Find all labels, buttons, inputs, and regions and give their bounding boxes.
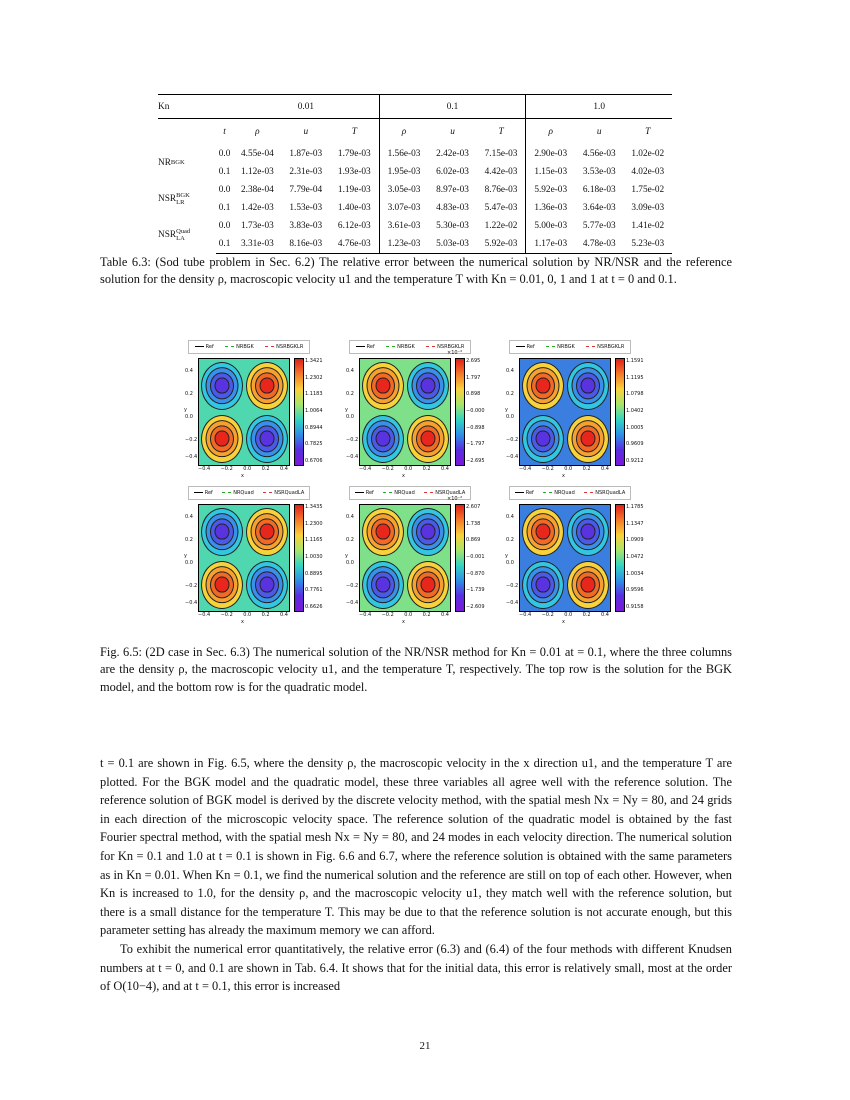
value-cell: 1.93e-03 (330, 163, 379, 181)
colorbar-tick-label: 1.0402 (626, 407, 644, 414)
y-tick-label: −0.2 (185, 583, 198, 589)
contour-plot (198, 358, 290, 466)
col-header: ρ (526, 119, 575, 146)
table-caption: Table 6.3: (Sod tube problem in Sec. 6.2) The relative error between the numerical solution by NR/NSR and the reference solution for the density ρ, macroscopic velocity u1 and the temperature T with Kn = 0.01, 0, 1 and 1 at t = 0 and 0.1. (100, 255, 732, 287)
colorbar-tick-label: 0.9212 (626, 457, 644, 464)
contour-plot (359, 504, 451, 612)
y-tick-label: −0.4 (185, 454, 198, 460)
x-axis-label: x (241, 619, 244, 625)
x-tick-label: −0.4 (519, 466, 532, 472)
x-ticks (359, 612, 449, 618)
colorbar (455, 358, 465, 466)
colorbar-tick-label: 0.7825 (305, 441, 323, 448)
y-tick-label: 0.2 (506, 537, 514, 543)
value-cell: 3.09e-03 (631, 203, 665, 213)
time-cell: 0.1 (218, 203, 231, 213)
contour-cell (199, 359, 244, 412)
plot-legend: Ref NRBGK NSRBGKLR (509, 340, 631, 354)
y-tick-label: −0.2 (506, 583, 519, 589)
colorbar-tick-label: 1.1195 (626, 374, 644, 381)
table-row (158, 199, 672, 217)
x-tick-label: 0.4 (280, 612, 288, 618)
contour-level (214, 377, 229, 394)
table-row (158, 217, 672, 235)
contour-cell (520, 412, 565, 465)
value-cell: 4.42e-03 (477, 163, 526, 181)
value-cell: 4.83e-03 (436, 203, 469, 213)
y-axis-label: y (345, 553, 348, 559)
colorbar (294, 358, 304, 466)
x-axis-label: x (241, 473, 244, 479)
x-tick-label: 0.2 (261, 466, 270, 472)
y-tick-label: 0.4 (346, 368, 354, 374)
y-tick-label: −0.4 (346, 600, 359, 606)
contour-level (420, 576, 435, 593)
colorbar-ticks (305, 504, 323, 610)
error-table (158, 94, 672, 254)
value-cell: 1.87e-03 (289, 149, 323, 159)
colorbar-tick-label: 1.0909 (626, 537, 644, 544)
value-cell: 5.92e-03 (477, 235, 526, 254)
contour-level (375, 576, 390, 593)
x-axis-label: x (562, 619, 565, 625)
value-cell: 7.79e-04 (289, 185, 323, 195)
contour-cell (244, 412, 289, 465)
value-cell: 4.02e-03 (631, 167, 665, 177)
contour-panel (343, 340, 493, 480)
x-tick-label: 0.0 (564, 466, 573, 472)
colorbar-tick-label: 0.8944 (305, 424, 323, 431)
contour-cell (199, 505, 244, 558)
value-cell: 8.76e-03 (477, 181, 526, 199)
colorbar-tick-label: 1.797 (466, 374, 481, 381)
value-cell: 4.55e-04 (240, 149, 274, 159)
colorbar-tick-label: 1.1347 (626, 520, 644, 527)
value-cell: 5.03e-03 (428, 235, 476, 254)
x-ticks (198, 466, 288, 472)
paragraph-2: To exhibit the numerical error quantitatively, the relative error (6.3) and (6.4) of the four methods with different Knudsen numbers at t = 0, and 0.1 are shown in Tab. 6.4. It shows that for the initial data, this error is relatively small, most at the order of O(10−4), and at t = 0.1, this error is increased (100, 941, 732, 994)
value-cell: 3.64e-03 (582, 203, 616, 213)
colorbar-tick-label: −1.739 (466, 587, 485, 594)
page-number: 21 (419, 1040, 431, 1052)
colorbar-tick-label: −2.609 (466, 603, 485, 610)
contour-cell (244, 359, 289, 412)
contour-level (375, 377, 390, 394)
y-axis-label: y (505, 553, 508, 559)
value-cell: 3.31e-03 (233, 235, 281, 254)
colorbar-tick-label: −0.001 (466, 553, 485, 560)
colorbar-tick-label: 1.0064 (305, 407, 323, 414)
x-ticks (198, 612, 288, 618)
x-axis-label: x (402, 619, 405, 625)
x-tick-label: −0.4 (198, 466, 211, 472)
contour-level (259, 430, 274, 447)
time-cell: 0.0 (218, 149, 231, 159)
contour-level (580, 377, 595, 394)
y-tick-label: 0.0 (185, 560, 193, 566)
contour-level (535, 377, 550, 394)
contour-level (535, 523, 550, 540)
value-cell: 1.23e-03 (379, 235, 428, 254)
x-tick-label: −0.2 (220, 612, 233, 618)
time-cell: 0.1 (218, 167, 231, 177)
colorbar-tick-label: 0.9609 (626, 441, 644, 448)
contour-cell (520, 558, 565, 611)
value-cell: 1.53e-03 (289, 203, 323, 213)
col-header: T (623, 119, 672, 146)
colorbar-tick-label: 1.1785 (626, 504, 644, 510)
y-tick-label: 0.0 (506, 414, 514, 420)
y-tick-label: 0.2 (185, 537, 193, 543)
value-cell: 1.19e-03 (330, 181, 379, 199)
value-cell: 3.05e-03 (387, 185, 421, 195)
kn-header: Kn (158, 95, 216, 119)
colorbar-tick-label: 0.8895 (305, 570, 323, 577)
value-cell: 1.15e-03 (534, 167, 568, 177)
y-tick-label: 0.0 (346, 414, 354, 420)
colorbar-ticks (466, 504, 485, 610)
col-header: T (330, 119, 379, 146)
contour-level (420, 377, 435, 394)
contour-level (535, 576, 550, 593)
colorbar-tick-label: 1.0034 (626, 570, 644, 577)
contour-level (580, 430, 595, 447)
col-header: ρ (379, 119, 428, 146)
value-cell: 3.07e-03 (387, 203, 421, 213)
y-tick-label: 0.4 (506, 368, 514, 374)
contour-cell (405, 558, 450, 611)
x-tick-label: −0.4 (519, 612, 532, 618)
x-tick-label: 0.2 (422, 612, 431, 618)
value-cell: 5.47e-03 (477, 199, 526, 217)
col-header: T (477, 119, 526, 146)
x-ticks (519, 466, 609, 472)
value-cell: 1.73e-03 (240, 221, 274, 231)
colorbar-tick-label: 1.0005 (626, 424, 644, 431)
y-tick-label: −0.2 (185, 437, 198, 443)
plot-legend: Ref NRBGK NSRBGKLR (349, 340, 471, 354)
value-cell: 1.79e-03 (330, 145, 379, 163)
x-tick-label: −0.2 (381, 466, 394, 472)
value-cell: 1.12e-03 (240, 167, 274, 177)
contour-cell (360, 359, 405, 412)
x-tick-label: −0.2 (541, 466, 554, 472)
contour-level (420, 523, 435, 540)
contour-level (420, 430, 435, 447)
value-cell: 4.56e-03 (582, 149, 616, 159)
x-tick-label: 0.2 (582, 466, 591, 472)
colorbar-exponent: ×10⁻² (447, 350, 463, 356)
value-cell: 2.31e-03 (289, 167, 323, 177)
colorbar-tick-label: 1.2302 (305, 374, 323, 381)
y-axis-label: y (184, 553, 187, 559)
colorbar-tick-label: −0.870 (466, 570, 485, 577)
value-cell: 3.61e-03 (387, 221, 421, 231)
value-cell: 1.02e-02 (631, 149, 665, 159)
y-tick-label: −0.4 (185, 600, 198, 606)
time-cell: 0.0 (218, 221, 231, 231)
col-header: u (428, 119, 476, 146)
contour-cell (244, 505, 289, 558)
contour-level (535, 430, 550, 447)
x-tick-label: 0.0 (243, 466, 252, 472)
time-cell: 0.1 (216, 235, 233, 254)
value-cell: 5.00e-03 (534, 221, 568, 231)
colorbar-exponent: ×10⁻² (447, 496, 463, 502)
colorbar-ticks (626, 504, 644, 610)
method-label: NSR Quad LA (158, 228, 191, 243)
y-tick-label: −0.2 (506, 437, 519, 443)
colorbar-tick-label: 1.3421 (305, 358, 323, 364)
contour-plot (519, 504, 611, 612)
value-cell: 3.53e-03 (582, 167, 616, 177)
colorbar-tick-label: −0.898 (466, 424, 485, 431)
colorbar-ticks (305, 358, 323, 464)
contour-level (580, 523, 595, 540)
y-tick-label: 0.4 (506, 514, 514, 520)
y-tick-label: 0.4 (185, 368, 193, 374)
x-tick-label: −0.4 (198, 612, 211, 618)
colorbar-tick-label: −1.797 (466, 441, 485, 448)
t-header: t (216, 119, 233, 146)
x-tick-label: 0.4 (441, 466, 449, 472)
figure-caption: Fig. 6.5: (2D case in Sec. 6.3) The numerical solution of the NR/NSR method for Kn = 0.01 at = 0.1, where the three columns are the density ρ, the macroscopic velocity u1, and the temperature T, respectively. The top row is the solution for the BGK model, and the bottom row is for the quadratic model. (100, 645, 732, 694)
value-cell: 6.12e-03 (330, 217, 379, 235)
x-tick-label: 0.4 (601, 612, 609, 618)
value-cell: 5.30e-03 (436, 221, 469, 231)
x-ticks (519, 612, 609, 618)
value-cell: 5.77e-03 (582, 221, 616, 231)
colorbar-tick-label: 0.9158 (626, 603, 644, 610)
x-tick-label: 0.2 (261, 612, 270, 618)
contour-panel (182, 486, 332, 626)
x-axis-label: x (562, 473, 565, 479)
colorbar-tick-label: 1.0030 (305, 553, 323, 560)
value-cell: 2.42e-03 (436, 149, 469, 159)
value-cell: 1.40e-03 (330, 199, 379, 217)
col-header: ρ (233, 119, 281, 146)
contour-level (214, 430, 229, 447)
y-tick-label: 0.4 (185, 514, 193, 520)
x-tick-label: 0.0 (404, 612, 413, 618)
y-axis-label: y (505, 407, 508, 413)
contour-cell (565, 359, 610, 412)
y-tick-label: 0.0 (506, 560, 514, 566)
value-cell: 1.36e-03 (534, 203, 568, 213)
contour-level (214, 523, 229, 540)
y-axis-label: y (345, 407, 348, 413)
colorbar-ticks (626, 358, 644, 464)
contour-level (259, 377, 274, 394)
method-label: NR BGK (158, 157, 185, 168)
x-tick-label: −0.2 (541, 612, 554, 618)
colorbar-tick-label: 1.0798 (626, 391, 644, 398)
colorbar-tick-label: 1.0472 (626, 553, 644, 560)
y-tick-label: 0.2 (346, 391, 354, 397)
table-subheader (158, 119, 672, 146)
time-cell: 0.0 (218, 185, 231, 195)
x-tick-label: −0.2 (220, 466, 233, 472)
colorbar-tick-label: 1.1165 (305, 537, 323, 544)
colorbar-tick-label: 0.6626 (305, 603, 323, 610)
x-tick-label: 0.0 (404, 466, 413, 472)
contour-level (259, 576, 274, 593)
plot-legend: Ref NRBGK NSRBGKLR (188, 340, 310, 354)
table-row (158, 145, 672, 163)
y-tick-label: −0.2 (346, 437, 359, 443)
value-cell: 5.92e-03 (534, 185, 568, 195)
y-tick-label: 0.2 (506, 391, 514, 397)
value-cell: 3.83e-03 (289, 221, 323, 231)
y-tick-label: 0.4 (346, 514, 354, 520)
x-tick-label: 0.2 (422, 466, 431, 472)
value-cell: 2.90e-03 (534, 149, 568, 159)
contour-cell (199, 558, 244, 611)
x-tick-label: 0.4 (441, 612, 449, 618)
value-cell: 6.02e-03 (436, 167, 469, 177)
colorbar-tick-label: 1.738 (466, 520, 481, 527)
contour-cell (405, 359, 450, 412)
contour-cell (244, 558, 289, 611)
value-cell: 4.76e-03 (330, 235, 379, 254)
x-tick-label: −0.4 (359, 612, 372, 618)
y-tick-label: 0.2 (185, 391, 193, 397)
plot-legend: Ref NRQuad NSRQuadLA (349, 486, 471, 500)
contour-cell (565, 412, 610, 465)
contour-cell (405, 412, 450, 465)
colorbar-tick-label: 0.9596 (626, 587, 644, 594)
x-tick-label: 0.4 (280, 466, 288, 472)
plot-legend: Ref NRQuad NSRQuadLA (509, 486, 631, 500)
y-tick-label: −0.4 (346, 454, 359, 460)
x-axis-label: x (402, 473, 405, 479)
contour-level (375, 523, 390, 540)
y-tick-label: −0.4 (506, 454, 519, 460)
table-row (158, 181, 672, 199)
body-text (100, 754, 732, 996)
contour-cell (405, 505, 450, 558)
colorbar (294, 504, 304, 612)
colorbar-tick-label: 1.1591 (626, 358, 644, 364)
col-header: u (575, 119, 623, 146)
contour-cell (565, 558, 610, 611)
contour-cell (360, 505, 405, 558)
value-cell: 1.22e-02 (477, 217, 526, 235)
x-ticks (359, 466, 449, 472)
contour-panel (343, 486, 493, 626)
contour-level (259, 523, 274, 540)
contour-cell (360, 412, 405, 465)
value-cell: 1.95e-03 (387, 167, 421, 177)
colorbar-tick-label: 0.869 (466, 537, 481, 544)
x-tick-label: 0.0 (564, 612, 573, 618)
contour-cell (520, 505, 565, 558)
colorbar-tick-label: 0.6706 (305, 457, 323, 464)
contour-panel (182, 340, 332, 480)
contour-cell (360, 558, 405, 611)
contour-plot (198, 504, 290, 612)
colorbar-tick-label: −0.000 (466, 407, 485, 414)
col-header: u (282, 119, 330, 146)
contour-plot (519, 358, 611, 466)
x-tick-label: −0.4 (359, 466, 372, 472)
value-cell: 8.97e-03 (436, 185, 469, 195)
contour-plot (359, 358, 451, 466)
colorbar (615, 504, 625, 612)
contour-level (214, 576, 229, 593)
x-tick-label: 0.2 (582, 612, 591, 618)
colorbar-ticks (466, 358, 485, 464)
y-tick-label: 0.0 (346, 560, 354, 566)
contour-cell (520, 359, 565, 412)
x-tick-label: 0.4 (601, 466, 609, 472)
colorbar-tick-label: 1.1183 (305, 391, 323, 398)
contour-level (580, 576, 595, 593)
kn-col-2: 0.1 (379, 95, 526, 119)
colorbar-tick-label: 2.695 (466, 358, 481, 364)
colorbar-tick-label: 0.898 (466, 391, 481, 398)
y-tick-label: −0.2 (346, 583, 359, 589)
colorbar-tick-label: 0.7761 (305, 587, 323, 594)
contour-cell (565, 505, 610, 558)
colorbar-tick-label: −2.695 (466, 457, 485, 464)
value-cell: 1.17e-03 (526, 235, 575, 254)
value-cell: 1.75e-02 (631, 185, 665, 195)
contour-cell (199, 412, 244, 465)
x-tick-label: −0.2 (381, 612, 394, 618)
kn-col-1: 0.01 (233, 95, 379, 119)
value-cell: 2.38e-04 (240, 185, 274, 195)
y-tick-label: 0.2 (346, 537, 354, 543)
colorbar-tick-label: 1.3435 (305, 504, 323, 510)
value-cell: 4.78e-03 (575, 235, 623, 254)
plot-legend: Ref NRQuad NSRQuadLA (188, 486, 310, 500)
value-cell: 1.42e-03 (240, 203, 274, 213)
table-row (158, 163, 672, 181)
value-cell: 5.23e-03 (623, 235, 672, 254)
value-cell: 1.56e-03 (387, 149, 421, 159)
y-tick-label: −0.4 (506, 600, 519, 606)
y-tick-label: 0.0 (185, 414, 193, 420)
paragraph-1: t = 0.1 are shown in Fig. 6.5, where the density ρ, the macroscopic velocity in the x direction u1, and the temperature T are plotted. For the BGK model and the quadratic model, these three variables all agree well with the reference solution. The reference solution of BGK model is derived by the discrete velocity method, with the spatial mesh Nx = Ny = 80, and 24 grids in each direction of the microscopic velocity space. The reference solution of the quadratic model is obtained by the fast Fourier spectral method, with the spatial mesh Nx = Ny = 80, and 24 modes in each velocity direction. The numerical solution for Kn = 0.1 and 1.0 at t = 0.1 is shown in Fig. 6.6 and 6.7, where the reference solution is obtained with the same parameters as in Kn = 0.01. When Kn = 0.1, we find the numerical solution and the reference are still on top of each other. However, when Kn is increased to 1.0, for the density ρ, and the macroscopic velocity u1, they match well with the reference solution, but there is a small distance for the temperature T. This may be due to that the reference solution is not accurate enough, but this parameter setting has already the maximum memory we can afford. (100, 756, 732, 938)
kn-col-3: 1.0 (526, 95, 672, 119)
value-cell: 7.15e-03 (477, 145, 526, 163)
colorbar-tick-label: 2.607 (466, 504, 481, 510)
method-label: NSR BGK LR (158, 192, 190, 206)
value-cell: 6.18e-03 (582, 185, 616, 195)
value-cell: 8.16e-03 (282, 235, 330, 254)
contour-level (375, 430, 390, 447)
contour-panel (503, 486, 653, 626)
table-row (158, 235, 672, 254)
contour-panel (503, 340, 653, 480)
x-tick-label: 0.0 (243, 612, 252, 618)
colorbar (455, 504, 465, 612)
colorbar-tick-label: 1.2300 (305, 520, 323, 527)
colorbar (615, 358, 625, 466)
value-cell: 1.41e-02 (631, 221, 665, 231)
y-axis-label: y (184, 407, 187, 413)
